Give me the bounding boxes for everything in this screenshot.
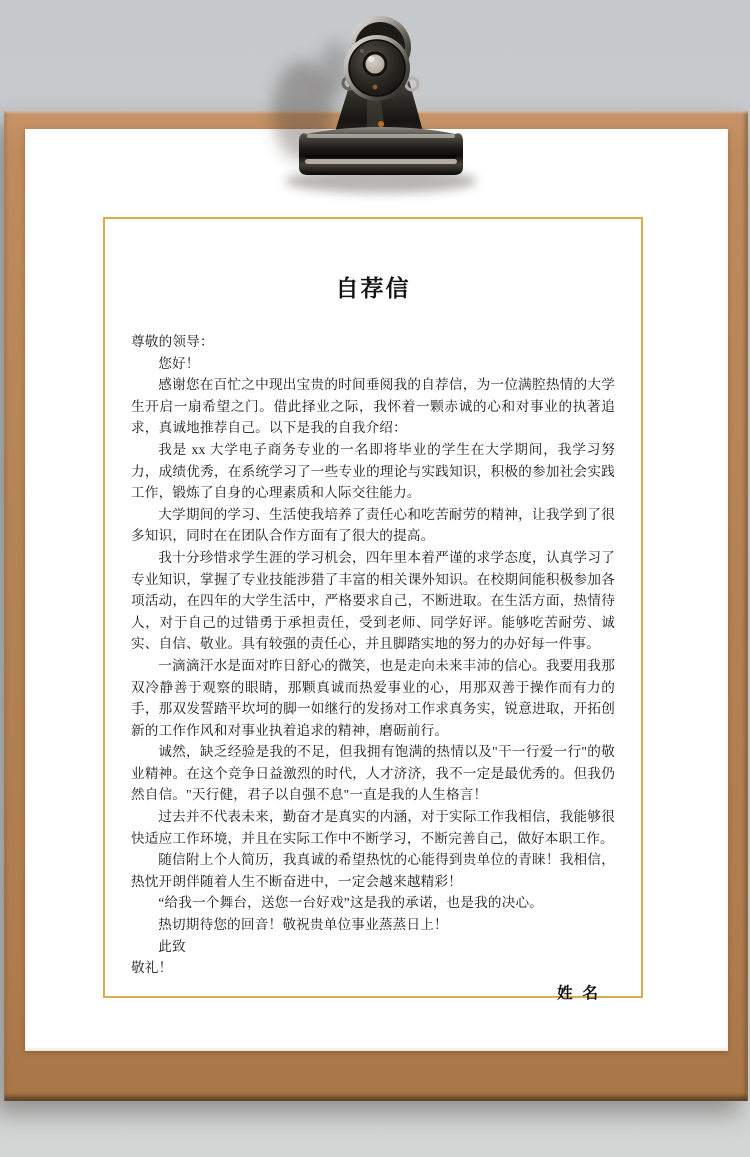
- letter-closing: 敬礼！: [131, 960, 173, 976]
- letter-paragraph: 我十分珍惜求学生涯的学习机会，四年里本着严谨的求学态度，认真学习了专业知识，掌握了专业技能涉猎了丰富的相关课外知识。在校期间能积极参加各项活动，在四年的大学生活中，严格要求自己，不断进取。在生活方面，热情待人，对于自己的过错勇于承担责任，受到老师、同学好评。能够吃苦耐劳、诚实、自信、敬业。具有较强的责任心，并且脚踏实地的努力的办好每一件事。: [131, 549, 615, 652]
- letter-paragraph: 过去并不代表未来，勤奋才是真实的内涵，对于实际工作我相信，我能够很快适应工作环境，并且在实际工作中不断学习，不断完善自己，做好本职工作。: [131, 809, 615, 846]
- letter-paragraph: 我是 xx 大学电子商务专业的一名即将毕业的学生在大学期间，我学习努力，成绩优秀，在系统学习了一些专业的理论与实践知识，积极的参加社会实践工作，锻炼了自身的心理素质和人际交往能力。: [131, 441, 615, 501]
- clip-knob: [344, 35, 410, 101]
- letter-paragraph: 感谢您在百忙之中现出宝贵的时间垂阅我的自荐信，为一位满腔热情的大学生开启一扇希望之门。借此择业之际，我怀着一颗赤诚的心和对事业的执著追求，真诚地推荐自己。以下是我的自我介绍：: [131, 377, 615, 436]
- letter-paper: [25, 129, 728, 1051]
- letter-title: 自荐信: [335, 276, 411, 301]
- letter-paragraph-cizhi: 此致: [158, 938, 186, 954]
- letter-paragraph: 您好！: [158, 355, 200, 371]
- letter-paragraph: 大学期间的学习、生活使我培养了责任心和吃苦耐劳的精神，让我学到了很多知识，同时在在团队合作方面有了很大的提高。: [131, 506, 615, 544]
- letter-body: [131, 331, 615, 1004]
- letter-paragraph: “给我一个舞台，送您一台好戏”这是我的承诺，也是我的决心。: [158, 895, 544, 911]
- letter-paragraph: 热切期待您的回音！敬祝贵单位事业蒸蒸日上！: [158, 917, 448, 933]
- letter-border-frame: [103, 217, 643, 1002]
- letter-paragraph: 一滴滴汗水是面对昨日舒心的微笑，也是走向未来丰沛的信心。我要用我那双冷静善于观察的眼睛，那颗真诚而热爱事业的心，用那双善于操作而有力的手，那双发誓踏平坎坷的脚一如继行的发扬对工作求真务实，锐意进取，开拓创新的工作作风和对事业执着追求的精神，磨砺前行。: [131, 657, 615, 738]
- binder-clip: [263, 3, 487, 203]
- letter-salutation: 尊敬的领导：: [131, 334, 214, 349]
- letter-signature: 姓 名: [557, 984, 601, 1002]
- letter-paragraph: 诚然，缺乏经验是我的不足，但我拥有饱满的热情以及"干一行爱一行"的敬业精神。在这个竞争日益激烈的时代，人才济济，我不一定是最优秀的。但我仍然自信。"天行健，君子以自强不息"一直是我的人生格言！: [131, 744, 615, 803]
- letter-paragraph: 随信附上个人简历，我真诚的希望热忱的心能得到贵单位的青睐！我相信，热忱开朗伴随着人生不断奋进中，一定会越来越精彩！: [131, 852, 615, 889]
